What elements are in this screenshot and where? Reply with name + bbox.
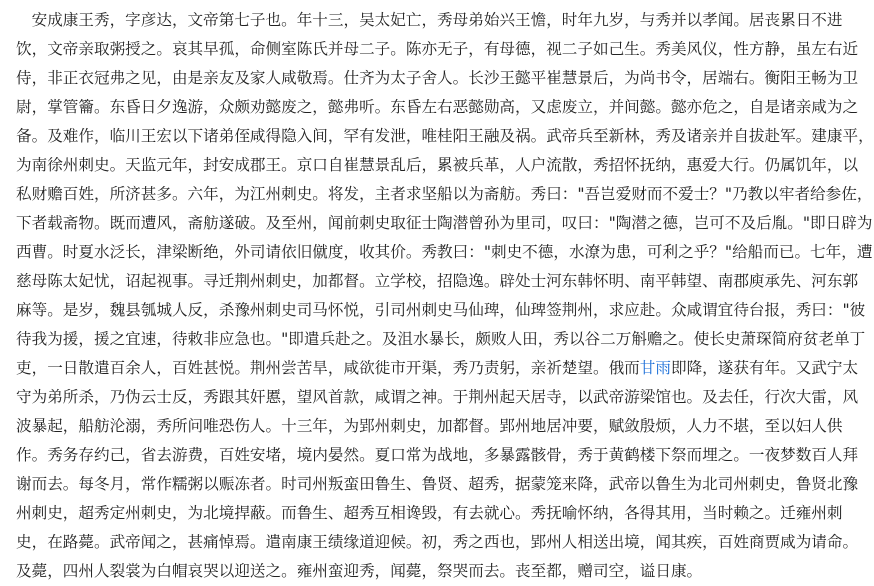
text-line-16: 作。秀务存约己，省去游费，百姓安堵，境内晏然。夏口常为战地，多暴露骸骨，秀于黄鹤楼下祭而埋之。一夜梦数百人拜	[16, 446, 859, 464]
text-line-14: 守为弟所杀，乃伪云士反，秀跟其奸慝，望风首款，咸谓之神。于荆州起天居寺，以武帝游梁馆也。及去任，行次大雷，风	[16, 388, 859, 406]
text-line-11: 麻等。是岁，魏县瓠城人反，杀豫州刺史司马怀悦，引司州刺史马仙琕，仙琕签荆州，求应赴。众咸谓宜待台报，秀曰："彼	[16, 301, 866, 319]
text-line-8: 下者载斋物。既而遭风，斋舫遂破。及至州，闻前刺史取征士陶潜曾孙为里司，叹曰："陶潜之德，岂可不及后胤。"即日辟为	[16, 214, 873, 232]
text-line-13-before: 吏，一日散遣百余人，百姓甚悦。荆州尝苦旱，咸欲徙市开渠，秀乃责躬，亲祈楚望。俄而	[16, 359, 640, 377]
text-line-2: 饮，文帝亲取粥授之。哀其早孤，命侧室陈氏并母二子。陈亦无子，有母德，视二子如己生。秀美风仪，性方静，虽左右近	[16, 40, 859, 58]
text-line-4: 尉，掌管籥。东昏日夕逸游，众颇劝懿废之，懿弗听。东昏左右恶懿勋高，又虑废立，并间懿。懿亦危之，自是诸亲咸为之	[16, 98, 859, 116]
highlighted-text[interactable]: 甘雨	[639, 359, 671, 377]
text-line-9: 西曹。时夏水泛长，津梁断绝，外司请依旧僦度，收其价。秀教曰："刺史不德，水潦为患，可利之乎？"给船而已。七年，遭	[16, 243, 873, 261]
text-line-6: 为南徐州刺史。天监元年，封安成郡王。京口自崔慧景乱后，累被兵革，人户流散，秀招怀抚纳，惠爱大行。仍属饥年，以	[16, 156, 859, 174]
text-line-5: 备。及难作，临川王宏以下诸弟侄咸得隐入间，罕有发泄，唯桂阳王融及祸。武帝兵至新林，秀及诸亲并自拔赴军。建康平，	[16, 127, 874, 145]
text-line-7: 私财赡百姓，所济甚多。六年，为江州刺史。将发，主者求坚船以为斋舫。秀曰："吾岂爱财而不爱士？"乃教以牢者给参佐，	[16, 185, 873, 203]
text-line-1: 安成康王秀，字彦达，文帝第七子也。年十三，吴太妃亡，秀母弟始兴王憺，时年九岁，与秀并以孝闻。居丧累日不进	[16, 11, 843, 29]
text-line-10: 慈母陈太妃忧，诏起视事。寻迁荆州刺史，加都督。立学校，招隐逸。辟处士河东韩怀明、南平韩望、南郡庾承先、河东郭	[16, 272, 859, 290]
text-line-15: 波暴起，船舫沦溺，秀所问唯恐伤人。十三年，为郢州刺史，加都督。郢州地居冲要，赋敛殷烦，人力不堪，至以妇人供	[16, 417, 843, 435]
text-line-20: 及薨，四州人裂裳为白帽哀哭以迎送之。雍州蛮迎秀，闻薨，祭哭而去。丧至都，赠司空，谥日康。	[16, 562, 703, 580]
text-line-3: 侍，非正衣冠弗之见，由是亲友及家人咸敬焉。仕齐为太子舍人。长沙王懿平崔慧景后，为尚书令，居端右。衡阳王畅为卫	[16, 69, 859, 87]
text-line-12: 待我为援，援之宜速，待敕非应急也。"即遣兵赴之。及沮水暴长，颇败人田，秀以谷二万斛赡之。使长史萧琛简府贫老单丁	[16, 330, 866, 348]
text-line-17: 谢而去。每冬月，常作糯粥以赈冻者。时司州叛蛮田鲁生、鲁贤、超秀，据蒙笼来降，武帝以鲁生为北司州刺史，鲁贤北豫	[16, 475, 859, 493]
text-line-19: 史，在路薨。武帝闻之，甚痛悼焉。遣南康王绩缘道迎候。初，秀之西也，郢州人相送出境，闻其疾，百姓商贾咸为请命。	[16, 533, 859, 551]
text-line-13-after: 即降，遂获有年。又武宁太	[670, 359, 859, 377]
text-line-18: 州刺史，超秀定州刺史，为北境捍蔽。而鲁生、超秀互相谗毁，有去就心。秀抚喻怀纳，各得其用，当时赖之。迁雍州刺	[16, 504, 843, 522]
text-line-13	[16, 354, 859, 383]
